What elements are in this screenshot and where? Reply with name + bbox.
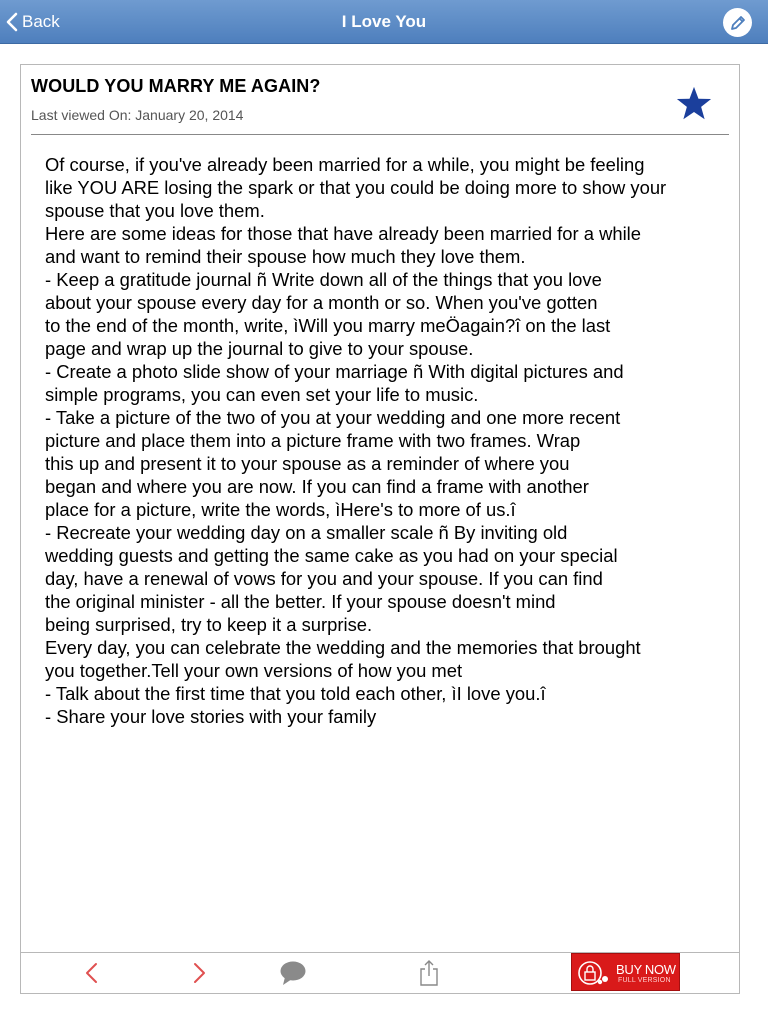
speech-bubble-icon bbox=[279, 960, 307, 986]
body-line: the original minister - all the better. If your spouse doesn't mind bbox=[45, 591, 556, 612]
body-line: Here are some ideas for those that have already been married for a while bbox=[45, 223, 641, 244]
buy-now-sublabel: FULL VERSION bbox=[618, 977, 671, 984]
body-line: Of course, if you've already been married for a while, you might be feeling bbox=[45, 154, 645, 175]
edit-button[interactable] bbox=[723, 8, 752, 37]
pencil-icon bbox=[729, 14, 747, 32]
chevron-left-icon bbox=[6, 12, 18, 32]
previous-article-button[interactable] bbox=[75, 953, 107, 993]
body-line: being surprised, try to keep it a surprise. bbox=[45, 614, 373, 635]
body-line: picture and place them into a picture frame with two frames. Wrap bbox=[45, 430, 581, 451]
body-line: to the end of the month, write, ìWill you marry meÖagain?î on the last bbox=[45, 315, 611, 336]
next-article-button[interactable] bbox=[184, 953, 216, 993]
comment-button[interactable] bbox=[275, 953, 311, 993]
body-line: you together.Tell your own versions of how you met bbox=[45, 660, 463, 681]
body-line: this up and present it to your spouse as a reminder of where you bbox=[45, 453, 570, 474]
body-line: day, have a renewal of vows for you and your spouse. If you can find bbox=[45, 568, 603, 589]
body-line: began and where you are now. If you can find a frame with another bbox=[45, 476, 589, 497]
article-title: WOULD YOU MARRY ME AGAIN? bbox=[31, 76, 321, 96]
share-button[interactable] bbox=[413, 953, 445, 993]
share-icon bbox=[418, 959, 440, 987]
body-line: wedding guests and getting the same cake as you had on your special bbox=[45, 545, 618, 566]
bottom-toolbar bbox=[21, 952, 739, 993]
buy-now-button[interactable] bbox=[571, 953, 680, 991]
body-line: page and wrap up the journal to give to your spouse. bbox=[45, 338, 474, 359]
body-line: - Keep a gratitude journal ñ Write down all of the things that you love bbox=[45, 269, 602, 290]
body-line: like YOU ARE losing the spark or that you could be doing more to show your bbox=[45, 177, 667, 198]
back-label: Back bbox=[22, 12, 60, 31]
navigation-bar bbox=[0, 0, 768, 44]
last-viewed-date: Last viewed On: January 20, 2014 bbox=[31, 107, 244, 123]
body-line: - Create a photo slide show of your marriage ñ With digital pictures and bbox=[45, 361, 624, 382]
body-line: place for a picture, write the words, ìHere's to more of us.î bbox=[45, 499, 516, 520]
body-line: and want to remind their spouse how much they love them. bbox=[45, 246, 526, 267]
article-body bbox=[45, 153, 735, 728]
body-line: - Recreate your wedding day on a smaller scale ñ By inviting old bbox=[45, 522, 568, 543]
header-divider bbox=[31, 134, 729, 135]
star-icon[interactable] bbox=[675, 85, 713, 123]
lock-icon bbox=[576, 960, 612, 986]
body-line: Every day, you can celebrate the wedding and the memories that brought bbox=[45, 637, 641, 658]
body-line: simple programs, you can even set your life to music. bbox=[45, 384, 479, 405]
body-line: - Take a picture of the two of you at your wedding and one more recent bbox=[45, 407, 621, 428]
back-button[interactable] bbox=[6, 8, 60, 36]
body-line: - Share your love stories with your family bbox=[45, 706, 377, 727]
chevron-right-icon bbox=[193, 962, 207, 984]
body-line: - Talk about the first time that you told each other, ìI love you.î bbox=[45, 683, 546, 704]
body-line: about your spouse every day for a month or so. When you've gotten bbox=[45, 292, 598, 313]
chevron-left-icon bbox=[84, 962, 98, 984]
page-title: I Love You bbox=[341, 12, 427, 31]
article-card bbox=[20, 64, 740, 994]
body-line: spouse that you love them. bbox=[45, 200, 265, 221]
buy-now-label: BUY NOW bbox=[616, 962, 676, 977]
